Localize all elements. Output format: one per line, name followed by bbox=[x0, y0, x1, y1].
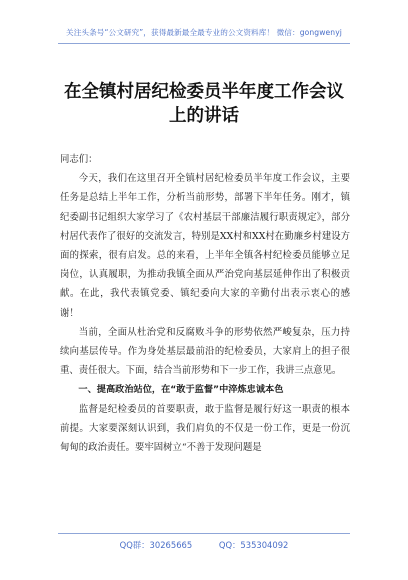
footer-qq-group: QQ群：30265665 bbox=[119, 540, 193, 550]
document-body bbox=[60, 150, 350, 457]
salutation: 同志们： bbox=[60, 154, 98, 165]
title-line-1: 在全镇村居纪检委员半年度工作会议 bbox=[64, 82, 344, 102]
header-divider bbox=[58, 43, 350, 44]
footer bbox=[0, 539, 408, 551]
paragraph: 监督是纪检委员的首要职责，敢于监督是履行好这一职责的根本前提。大家要深刻认识到，我们肩负的不仅是一份工作，更是一份沉甸甸的政治责任。要牢固树立“不善于发现问题是 bbox=[60, 403, 350, 454]
header-banner: 关注头条号“公文研究”，获得最新最全最专业的公文资料库！ 微信：gongwenyj bbox=[66, 28, 342, 37]
footer-divider bbox=[58, 533, 350, 534]
title-line-2: 上的讲话 bbox=[169, 106, 239, 126]
footer-qq-contact: QQ：535304092 bbox=[218, 540, 289, 550]
document-title bbox=[40, 80, 368, 128]
paragraph: 当前，全面从杜治党和反腐败斗争的形势依然严峻复杂，压力持续向基层传导。作为身处基层最前沿的纪检委员，大家肩上的担子很重、责任很大。下面，结合当前形势和下一步工作，我讲三点意见。 bbox=[60, 326, 350, 377]
paragraph: 今天，我们在这里召开全镇村居纪检委员半年度工作会议，主要任务是总结上半年工作，分析当前形势，部署下半年任务。刚才，镇纪委副书记组织大家学习了《农村基层干部廉洁履行职责规定》，部分村居代表作了很好的交流发言，特别是XX村和XX村在勤廉乡村建设方面的探索，很有启发。总的来看，上半年全镇各村纪检委员能够立足岗位，认真履职，为推动我镇全面从严治党向基层延伸作出了积极贡献。在此，我代表镇党委、镇纪委向大家的辛勤付出表示衷心的感谢！ bbox=[60, 173, 350, 319]
section-heading: 一、提高政治站位，在“敢于监督”中淬炼忠诚本色 bbox=[78, 384, 284, 396]
